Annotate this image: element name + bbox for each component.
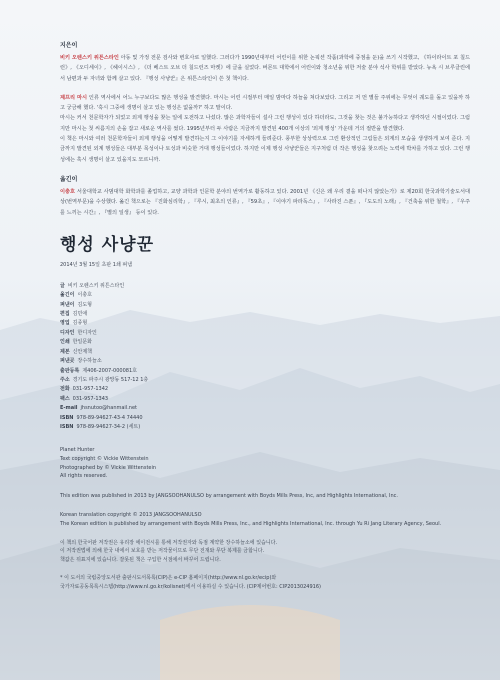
korean-translation-copyright: Korean translation copyright © 2013 JANGSOOHANULSO	[60, 512, 202, 519]
credit-value: 비키 오렌스키 위튼스타인	[67, 282, 125, 289]
credit-value: 김종형	[72, 320, 88, 327]
cip-line: 국가자료공동목록시스템(http://www.nl.go.kr/kolisnet)에서 이용하실 수 있습니다. (CIP제어번호: CIP2013024916)	[60, 583, 321, 590]
credit-row	[60, 329, 470, 338]
edition-notice: This edition was published in 2013 by JANGSOOHANULSO by arrangement with Boyds Mills Press, Inc, and Highlights International, Inc.	[60, 492, 398, 499]
translator-section	[60, 174, 470, 218]
copyright-notice-ko	[60, 539, 470, 565]
translator-bio-text: 서울대학교 사범대학 화학과를 졸업하고, 교양 과학과 인문학 분야의 번역가로 활동하고 있다. 2001년 《신은 왜 우리 곁을 떠나지 않았는가》로 제20회 한국과학기술도서대상(번역부문)을 수상했다. 옮긴 책으로는 『진화심리학』, 『루시, 최초의 인류』, 『59초』, 『이야기 파라독스』, 『사라진 스푼』, 『도도의 노래』, 『건축을 위한 철학』, 『우주를 느끼는 시간』, 『별의 일생』 등이 있다.	[60, 188, 470, 216]
publication-date: 2014년 3월 15일 초판 1쇄 펴냄	[60, 261, 133, 268]
credit-value: 한디자인	[77, 329, 97, 336]
credit-row	[60, 376, 470, 385]
credit-value: 김도형	[77, 301, 92, 308]
author-name: 비키 오렌스키 위튼스타인	[60, 55, 119, 61]
korean-edition-notice: The Korean edition is published by arrangement with Boyds Mills Press, Inc., and Highlights International, Inc. through Yu Ri Jang Literary Agency, Seoul.	[60, 520, 442, 527]
author-heading: 지은이	[60, 42, 78, 49]
subject-section	[60, 93, 470, 165]
translator-bio	[60, 187, 470, 218]
original-title: Planet Hunter	[60, 447, 95, 454]
notice-line: 이 저작권법에 의해 한국 내에서 보호를 받는 저작물이므로 무단 전재와 무단 복제를 금합니다.	[60, 548, 265, 555]
credit-row	[60, 348, 470, 357]
cip-notice	[60, 574, 470, 591]
credit-row	[60, 385, 470, 394]
credit-value: 031-957-1342	[72, 386, 109, 393]
credit-label: ISBN	[60, 414, 74, 421]
credit-row	[60, 414, 470, 423]
credit-row	[60, 357, 470, 366]
credit-value: 이충호	[77, 292, 92, 299]
credit-row	[60, 319, 470, 328]
credit-label: 주소	[60, 376, 70, 383]
credit-value: 978-89-94627-34-2 (세트)	[76, 423, 141, 430]
translator-name: 이충호	[60, 188, 76, 195]
subject-paragraph-3: 이 책은 마시와 여러 천문학자들이 외계 행성을 어떻게 발견하는지 그 이야기를 자세하게 들려준다. 풍부한 상상력으로 그린 환상적인 그림들은 외계의 모습을 생생하게 보여 준다. 지금까지 발견된 외계 행성들은 대부분 목성이나 토성과 비슷한 거대 행성들이었다. 하지만 이제 행성 사냥꾼들은 지구처럼 더 작은 행성을 찾으려는 노력에 박차를 가하고 있다. 그런 행성에는 혹시 생명이 살고 있을지도 모르니까.	[60, 136, 470, 163]
translator-heading: 옮긴이	[60, 175, 78, 183]
subject-paragraph-1	[60, 93, 470, 114]
author-bio-text: 아동 및 가정 전문 검사와 변호사로 일했다. 그러다가 1990년대부터 어린이를 위한 논픽션 작품(과학에 중점을 둔)을 쓰기 시작했고, 《하이라이트 포 칠드런》, 《오디세이》, 《헤이시스》, 《더 베스트 오브 더 칠드런즈 마켓》에 글을 실었다. 버몬트 대학에서 어린이와 청소년을 위한 저술 분야 석사 학위를 받았다. 뉴욕 시 브루클린에서 남편과 두 자녀와 함께 살고 있다. 『행성 사냥꾼』은 위튼스타인이 쓴 첫 책이다.	[60, 55, 470, 82]
credit-label: 펴낸곳	[60, 358, 75, 365]
rights-reserved: All rights reserved.	[60, 473, 108, 480]
credit-label: 펴낸이	[60, 301, 75, 308]
text-copyright: Text copyright © Vickie Wittenstein	[60, 455, 149, 462]
photo-copyright: Photographed by © Vickie Wittenstein	[60, 464, 157, 471]
credit-value: 경기도 파주시 광망동 517-12 1층	[72, 376, 149, 383]
credit-label: E-mail	[60, 405, 78, 412]
author-section	[60, 40, 470, 84]
credit-label: 팩스	[60, 395, 70, 402]
credit-label: 제본	[60, 348, 70, 355]
subject-paragraph-2: 마시는 커서 천문학자가 되었고 외계 행성을 찾는 일에 도전하고 나섰다. 많은 과학자들이 설사 그런 행성이 있다 하더라도, 그것을 찾는 것은 불가능하다고 생각하던 시절이었다. 그럼지만 마시는 첫 씨름지의 손을 잡고 새로운 역사를 썼다. 1995년부터 두 사람은 지금까지 발견된 400개 이상의 '외계 행성' 가운데 거의 절반을 발견했다.	[60, 115, 470, 132]
credit-label: 전화	[60, 386, 70, 393]
credit-label: 디자인	[60, 329, 75, 336]
notice-line: 책값은 뒤표지에 있습니다. 잘못된 책은 구입한 서점에서 바꾸어 드립니다.	[60, 556, 221, 563]
credit-value: 장수하늘소	[77, 358, 102, 365]
credit-label: 영업	[60, 320, 70, 327]
credit-row	[60, 404, 470, 413]
credit-row	[60, 291, 470, 300]
credit-value: 한일문화	[72, 339, 92, 346]
copyright-page	[60, 40, 470, 591]
credit-label: 편집	[60, 311, 70, 318]
author-bio	[60, 53, 470, 84]
credit-value: 신안제책	[72, 348, 92, 355]
credit-row	[60, 301, 470, 310]
credit-row	[60, 282, 470, 291]
credit-row	[60, 367, 470, 376]
notice-line: 이 책의 한국어판 저작권은 유리장 에이전시를 통해 저작권자와 독점 계약한 장수하늘소에 있습니다.	[60, 539, 278, 546]
credit-row	[60, 395, 470, 404]
cip-line: * 이 도서의 국립중앙도서관 출판시도서목록(CIP)은 e-CIP 홈페이지(http://www.nl.go.kr/ecip)와	[60, 575, 277, 582]
book-title: 행성 사냥꾼	[60, 234, 155, 255]
credit-value: 김민애	[72, 311, 88, 318]
credit-label: ISBN	[60, 423, 74, 430]
credits-list	[60, 282, 470, 433]
credit-label: 인쇄	[60, 339, 70, 346]
credit-row	[60, 423, 470, 432]
subject-text-1: 인류 역사에서 어느 누구보다도 많은 행성을 발견했다. 마시는 어린 시절부터 매일 밤마다 하늘을 쳐다보았다. 그리고 저 먼 별들 주위에는 무엇이 궤도를 돌고 있을까 하고 궁금해 했다. '혹시 그중에 생명이 살고 있는 행성은 없을까?' 하고 말이다.	[60, 94, 470, 112]
credit-value: 978-89-94627-43-4 74440	[76, 414, 143, 421]
credit-value: jhsnutoo@hanmail.net	[80, 405, 138, 412]
credit-value: 031-957-1343	[72, 395, 109, 402]
english-rights-block	[60, 446, 470, 528]
credit-value: 제406-2007-000081호	[82, 367, 137, 374]
credit-row	[60, 310, 470, 319]
credit-label: 출판등록	[60, 367, 80, 374]
credit-label: 옮긴이	[60, 292, 75, 299]
credit-row	[60, 338, 470, 347]
subject-name: 제프리 마시	[60, 94, 88, 101]
credit-label: 글	[60, 282, 65, 289]
